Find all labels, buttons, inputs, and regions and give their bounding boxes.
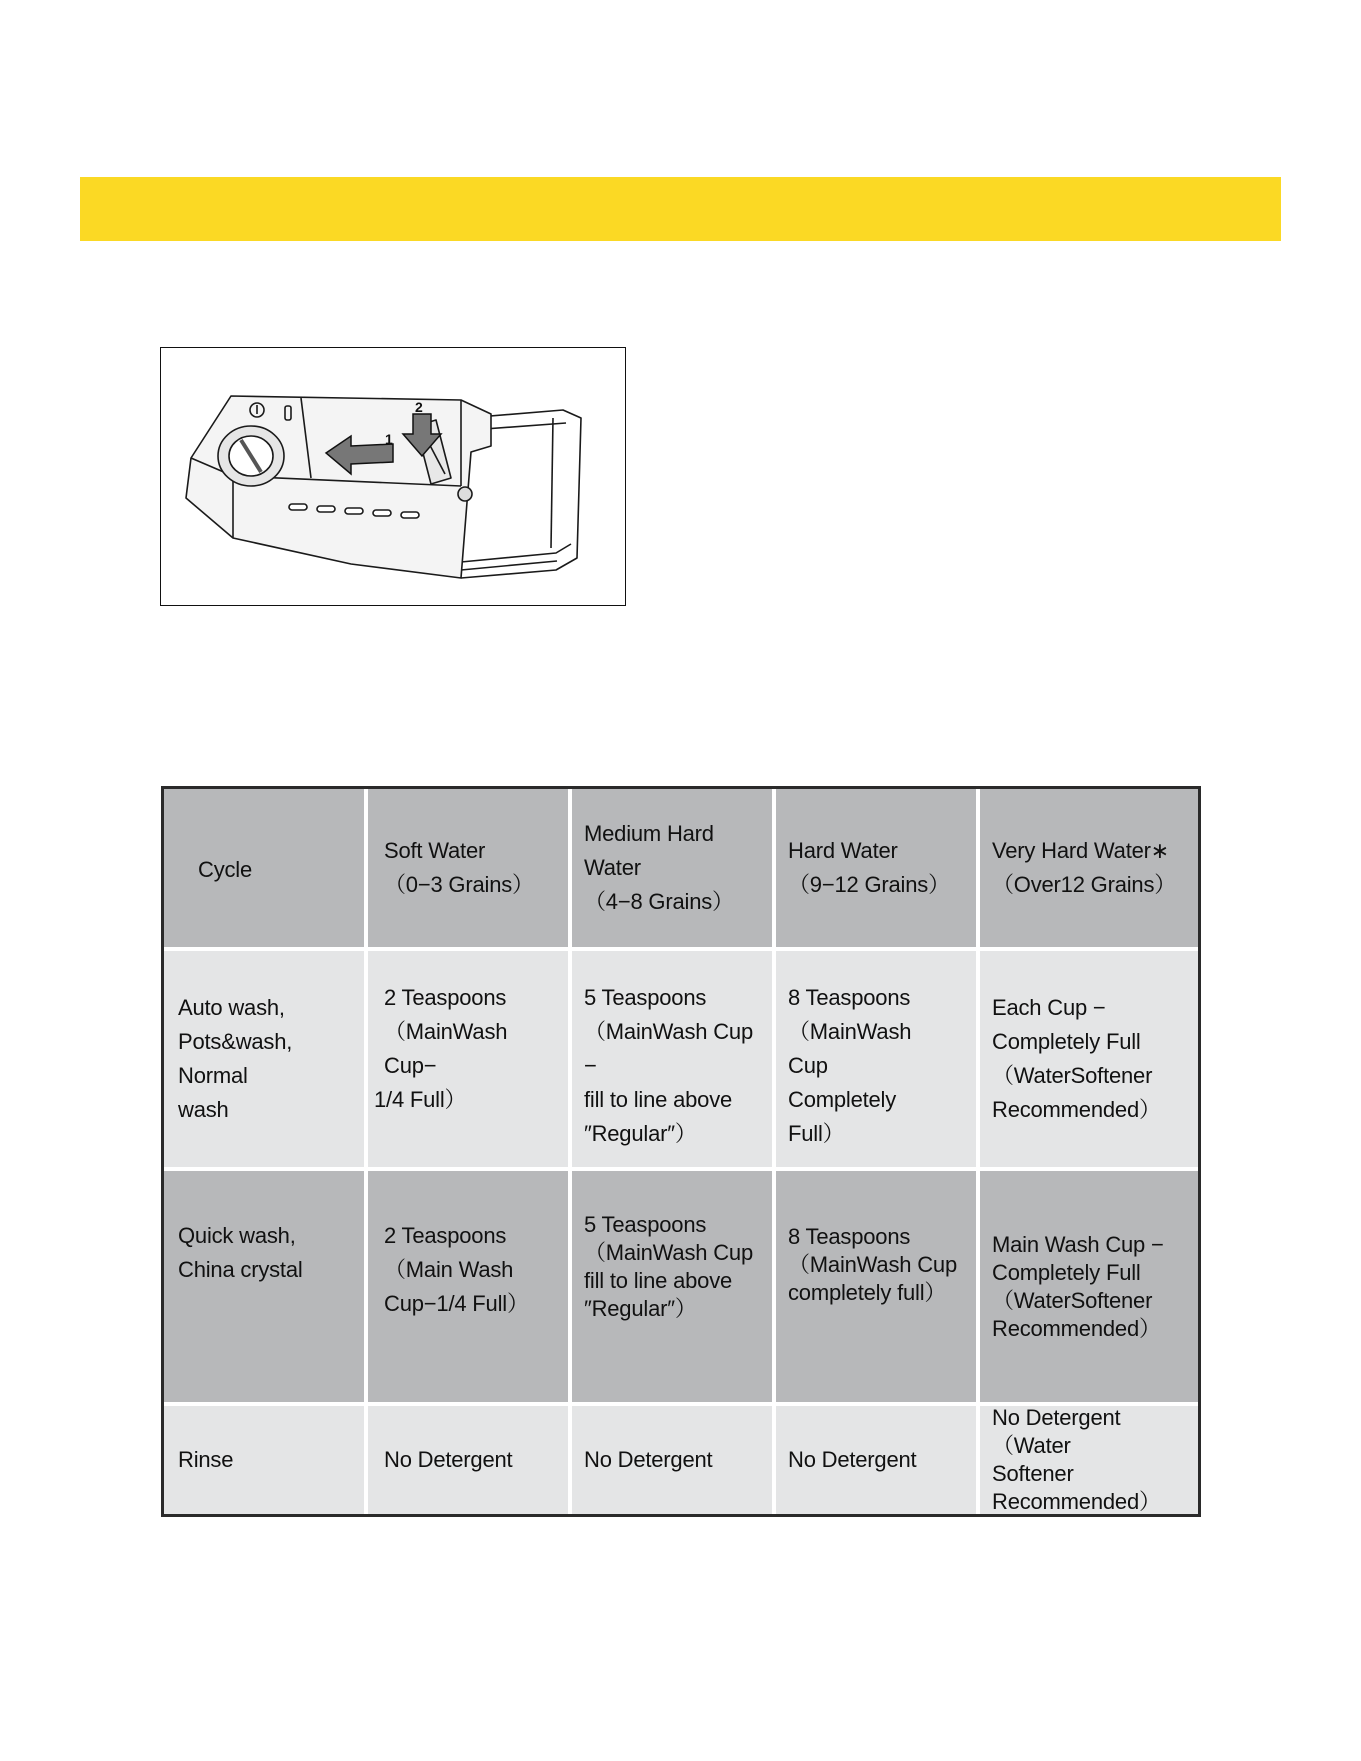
row-auto-wash-hard: 8 Teaspoons （MainWash Cup Completely Full）: [776, 951, 976, 1167]
row-rinse-cycle: Rinse: [164, 1406, 364, 1514]
row-auto-wash-medium: 5 Teaspoons （MainWash Cup − fill to line above ″Regular″）: [572, 951, 772, 1167]
row-rinse-soft: No Detergent: [368, 1406, 568, 1514]
header-very-hard-water: Very Hard Water∗ （Over12 Grains）: [980, 789, 1198, 947]
row-rinse-hard: No Detergent: [776, 1406, 976, 1514]
row-quick-wash-cycle: Quick wash, China crystal: [164, 1171, 364, 1402]
row-rinse-medium: No Detergent: [572, 1406, 772, 1514]
arrow-label-2: 2: [415, 399, 423, 415]
header-hard-water: Hard Water （9−12 Grains）: [776, 789, 976, 947]
arrow-label-1: 1: [385, 431, 393, 447]
row-quick-wash-very-hard: Main Wash Cup − Completely Full （WaterSoftener Recommended）: [980, 1171, 1198, 1402]
header-cycle: Cycle: [164, 789, 364, 947]
row-quick-wash-hard: 8 Teaspoons （MainWash Cup completely full）: [776, 1171, 976, 1402]
row-quick-wash-medium: 5 Teaspoons （MainWash Cup fill to line above ″Regular″）: [572, 1171, 772, 1402]
row-auto-wash-very-hard: Each Cup − Completely Full （WaterSoftener Recommended）: [980, 951, 1198, 1167]
row-auto-wash-soft: 2 Teaspoons （MainWash Cup− 1/4 Full）: [368, 951, 568, 1167]
detergent-dispenser-illustration: [160, 347, 626, 606]
detergent-amount-table: [161, 786, 1201, 1517]
row-quick-wash-soft: 2 Teaspoons （Main Wash Cup−1/4 Full）: [368, 1171, 568, 1402]
dispenser-drawing: [161, 348, 624, 604]
row-rinse-very-hard: No Detergent（Water Softener Recommended）: [980, 1406, 1198, 1514]
header-soft-water: Soft Water （0−3 Grains）: [368, 789, 568, 947]
row-auto-wash-cycle: Auto wash, Pots&wash, Normal wash: [164, 951, 364, 1167]
section-header-banner: [80, 177, 1281, 241]
header-medium-hard-water: Medium Hard Water （4−8 Grains）: [572, 789, 772, 947]
